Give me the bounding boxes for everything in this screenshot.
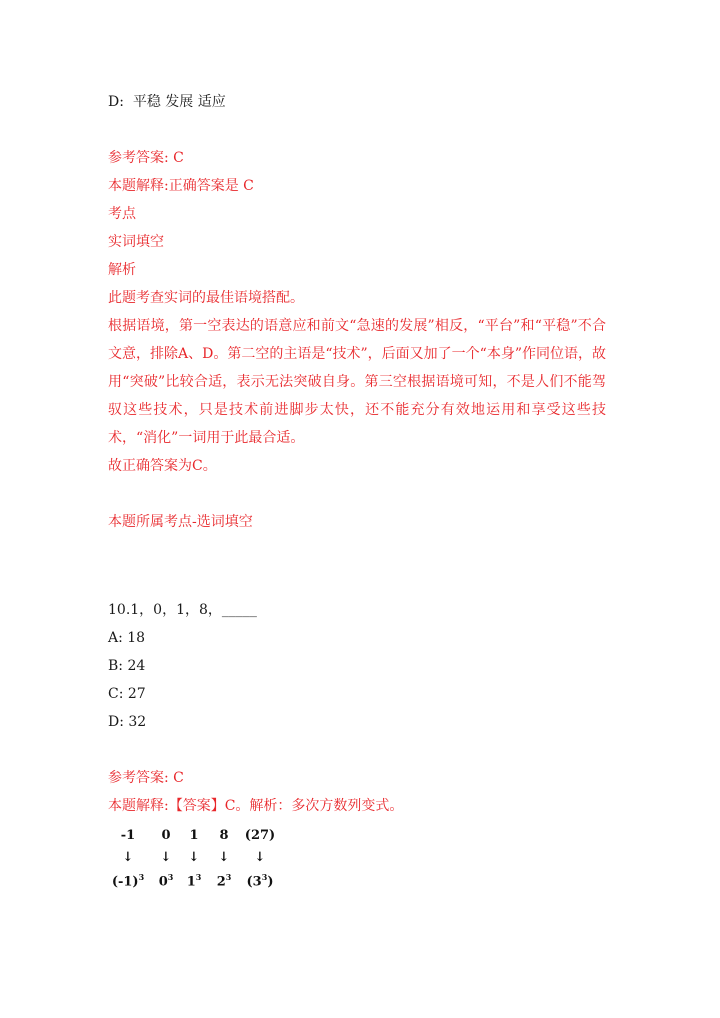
down-arrow-icon: ↓	[188, 850, 200, 865]
q9-kaodian-label: 考点	[108, 206, 136, 222]
q9-category: 本题所属考点-选词填空	[108, 514, 253, 530]
table-bottom-cell: $(-1)^3$	[111, 872, 145, 890]
q10-option-b: B: 24	[108, 658, 146, 674]
table-bottom-cell: $0^3$	[158, 872, 174, 890]
q9-kaodian: 实词填空	[108, 234, 164, 250]
table-bottom-cell: $(3^3)$	[246, 872, 274, 890]
table-bottom-cell: $2^3$	[216, 872, 232, 890]
q9-jiexi-line-1: 此题考查实词的最佳语境搭配。	[108, 290, 304, 306]
q9-conclusion: 故正确答案为C。	[108, 458, 217, 474]
q10-option-d: D: 32	[108, 714, 147, 730]
table-top-cell: -1	[120, 828, 136, 843]
table-top-cell: 8	[219, 828, 229, 843]
power-sequence-table	[108, 828, 288, 894]
q10-stem: 10.1，0，1，8，_____	[108, 602, 257, 618]
q9-jiexi-label: 解析	[108, 262, 136, 278]
q9-explanation-head: 本题解释:正确答案是 C	[108, 178, 254, 194]
q10-answer: 参考答案: C	[108, 770, 184, 786]
down-arrow-icon: ↓	[160, 850, 172, 865]
q10-option-a: A: 18	[108, 630, 146, 646]
down-arrow-icon: ↓	[122, 850, 134, 865]
q9-option-d: D: 平稳 发展 适应	[108, 94, 226, 110]
q9-jiexi-paragraph: 根据语境，第一空表达的语意应和前文“急速的发展”相反，“平台”和“平稳”不合文意，排除A、D。第二空的主语是“技术”，后面又加了一个“本身”作同位语，故用“突破”比较合适，表示无法突破自身。第三空根据语境可知，不是人们不能驾驭这些技术，只是技术前进脚步太快，还不能充分有效地运用和享受这些技术，“消化”一词用于此最合适。	[108, 318, 606, 446]
table-top-cell: (27)	[244, 828, 276, 843]
table-top-cell: 0	[161, 828, 171, 843]
q10-explanation: 本题解释:【答案】C。解析：多次方数列变式。	[108, 798, 404, 814]
table-bottom-cell: $1^3$	[186, 872, 202, 890]
q9-answer: 参考答案: C	[108, 150, 184, 166]
down-arrow-icon: ↓	[218, 850, 230, 865]
down-arrow-icon: ↓	[254, 850, 266, 865]
q10-option-c: C: 27	[108, 686, 146, 702]
table-top-cell: 1	[189, 828, 199, 843]
